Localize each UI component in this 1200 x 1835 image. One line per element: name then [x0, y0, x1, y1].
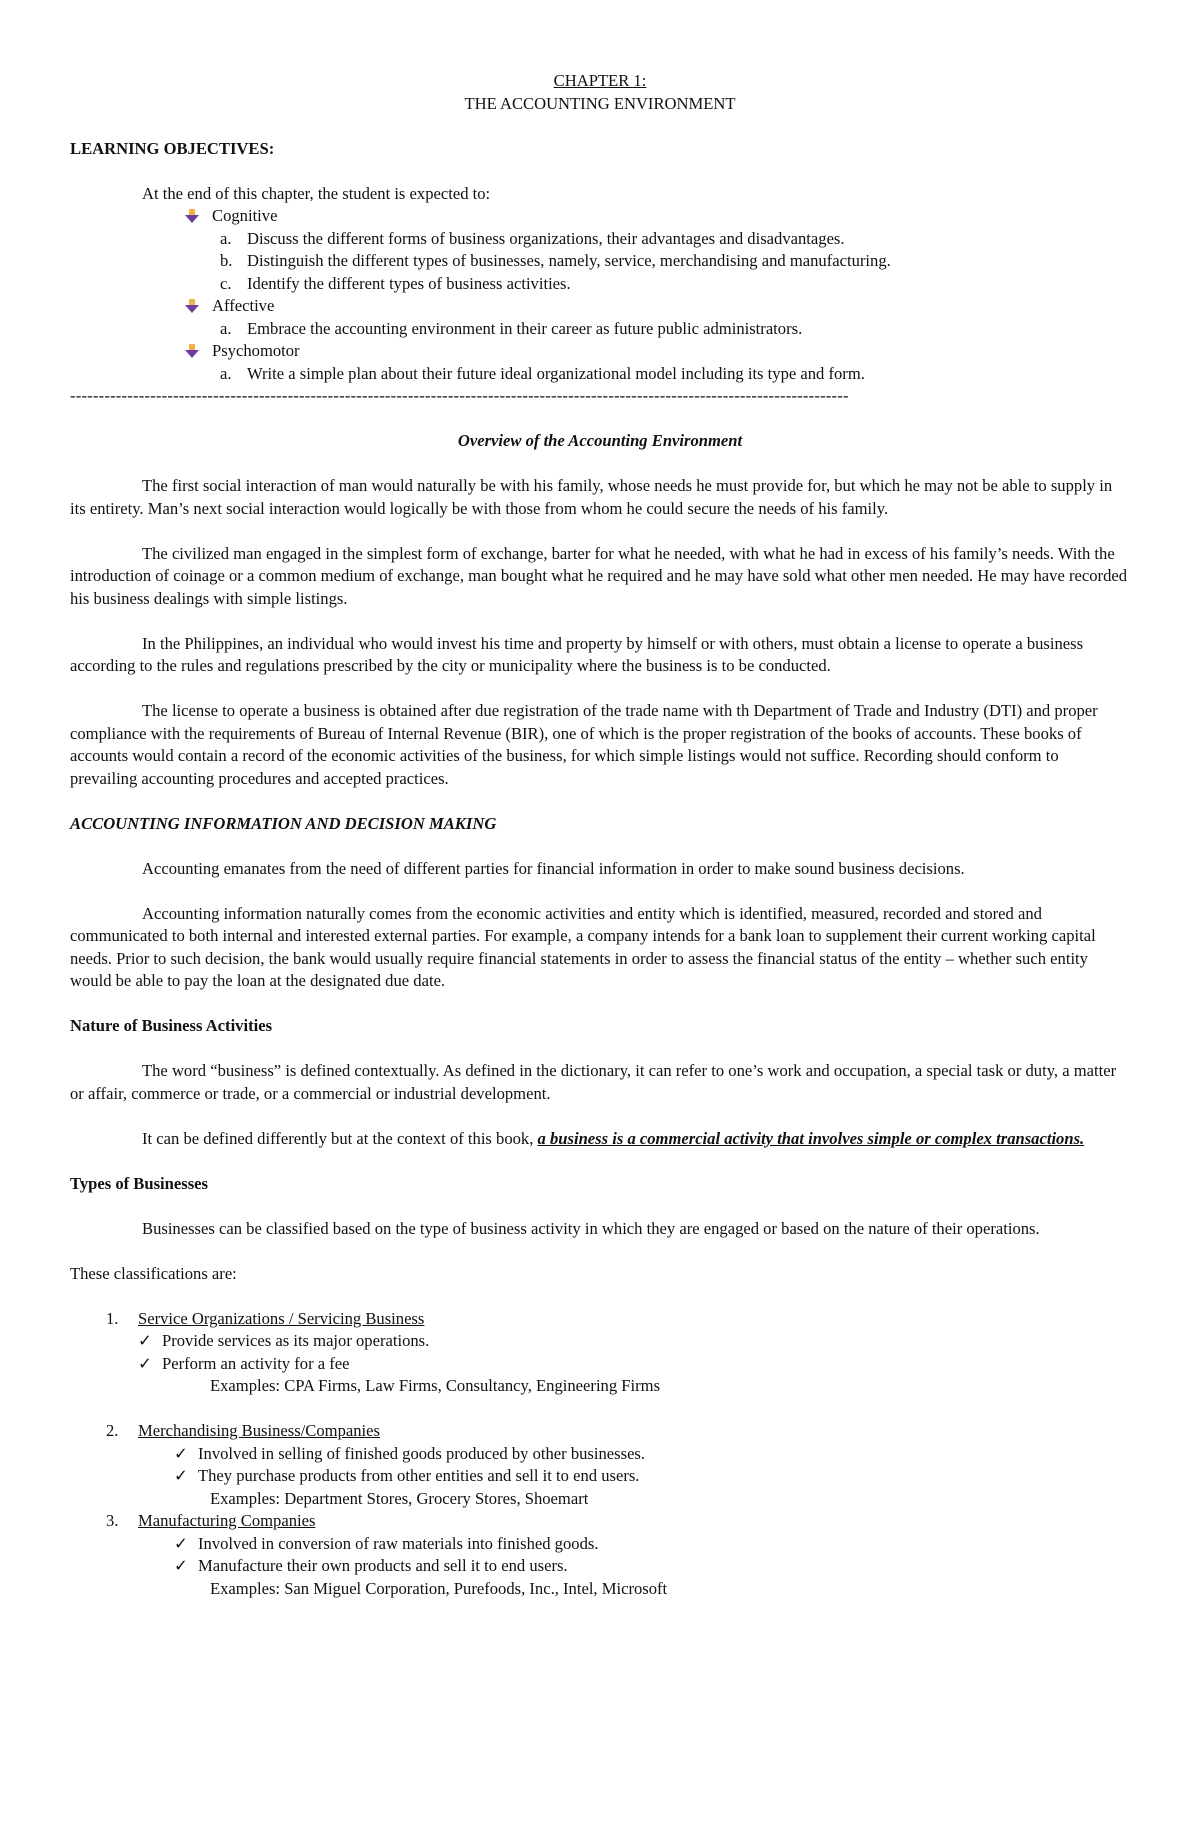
section-divider: ---------------------------------------------------------------------------------------------------------------------------------------- [70, 386, 849, 405]
overview-paragraph: The civilized man engaged in the simplest form of exchange, barter for what he needed, with what he had in excess of his family’s needs. With the introduction of coinage or a common medium of exchange, man bought what he required and he may have sold what other men needed. He may have recorded his business dealings with simple listings. [70, 543, 1128, 608]
business-definition: It can be defined differently but at the context of this book, a business is a commercial activity that involves simple or complex transactions. [142, 1128, 1085, 1148]
aidm-paragraph: Accounting information naturally comes from the economic activities and entity which is identified, measured, recorded and stored and communicated to both internal and interested external parties. For example, a company intends for a bank loan to supplement their current working capital needs. Prior to such decision, the bank would usually require financial statements in order to assess the financial status of the entity – whether such entity would be able to pay the loan at the designated due date. [70, 903, 1096, 990]
business-type-item: 1. Service Organizations / Servicing Business [70, 1308, 1130, 1331]
arrow-down-icon [184, 299, 200, 313]
types-lead: These classifications are: [70, 1263, 237, 1283]
check-icon: ✓ [138, 1331, 152, 1350]
chapter-title: THE ACCOUNTING ENVIRONMENT [464, 93, 736, 113]
business-type-point: ✓ Provide services as its major operations. [70, 1330, 1130, 1353]
nature-paragraph: The word “business” is defined contextually. As defined in the dictionary, it can refer to one’s work and occupation, a special task or duty, a matter or affair, commerce or trade, or a commercial or industrial development. [70, 1061, 1117, 1103]
aidm-heading: ACCOUNTING INFORMATION AND DECISION MAKING [70, 813, 497, 833]
overview-paragraph: The first social interaction of man would naturally be with his family, whose needs he must provide for, but which he may not be able to supply in its entirety. Man’s next social interaction would logically be with those from whom he could secure the needs of his family. [70, 476, 1113, 518]
business-type-item: 2. Merchandising Business/Companies [70, 1420, 1130, 1443]
check-icon: ✓ [174, 1556, 188, 1575]
types-heading: Types of Businesses [70, 1173, 208, 1193]
objective-group-cognitive [70, 205, 1130, 228]
business-type-examples: Examples: Department Stores, Grocery Stores, Shoemart [210, 1488, 589, 1508]
objective-group-psychomotor [70, 340, 1130, 363]
objective-group-label: Cognitive [212, 206, 278, 225]
business-definition-emphasis: a business is a commercial activity that involves simple or complex transactions. [537, 1128, 1085, 1148]
objective-item: a. Write a simple plan about their future ideal organizational model including its type and form. [220, 363, 865, 383]
objective-item: a. Embrace the accounting environment in their career as future public administrators. [220, 318, 803, 338]
objectives-intro: At the end of this chapter, the student is expected to: [142, 183, 491, 203]
objective-group-label: Psychomotor [212, 341, 300, 360]
business-type-item: 3. Manufacturing Companies [70, 1510, 1130, 1533]
arrow-down-icon [184, 344, 200, 358]
objective-item: a. Discuss the different forms of business organizations, their advantages and disadvantages. [220, 228, 845, 248]
business-type-examples: Examples: CPA Firms, Law Firms, Consultancy, Engineering Firms [210, 1376, 661, 1395]
overview-paragraph: The license to operate a business is obtained after due registration of the trade name with th Department of Trade and Industry (DTI) and proper compliance with the requirements of Bureau of Internal Revenue (BIR), one of which is the proper registration of the books of accounts. These books of accounts would contain a record of the economic activities of the business, for which simple listings would not suffice. Recording should conform to prevailing accounting procedures and accepted practices. [70, 701, 1098, 788]
business-type-point: ✓ Involved in selling of finished goods produced by other businesses. [70, 1443, 1130, 1466]
objective-group-affective [70, 295, 1130, 318]
business-type-examples: Examples: San Miguel Corporation, Purefoods, Inc., Intel, Microsoft [210, 1578, 668, 1598]
objectives-heading: LEARNING OBJECTIVES: [70, 138, 275, 158]
chapter-number: CHAPTER 1: [553, 71, 647, 90]
objective-group-label: Affective [212, 296, 275, 315]
business-type-point: ✓ Manufacture their own products and sell it to end users. [70, 1555, 1130, 1578]
business-type-point: ✓ Involved in conversion of raw materials into finished goods. [70, 1533, 1130, 1556]
objective-item: c. Identify the different types of business activities. [220, 273, 571, 293]
business-type-title: Merchandising Business/Companies [138, 1421, 380, 1440]
aidm-paragraph: Accounting emanates from the need of different parties for financial information in order to make sound business decisions. [142, 858, 965, 878]
business-type-point: ✓ Perform an activity for a fee [70, 1353, 1130, 1376]
check-icon: ✓ [174, 1466, 188, 1485]
overview-heading: Overview of the Accounting Environment [457, 431, 743, 450]
check-icon: ✓ [174, 1443, 188, 1463]
overview-paragraph: In the Philippines, an individual who would invest his time and property by himself or with others, must obtain a license to operate a business according to the rules and regulations prescribed by the city or municipality where the business is to be conducted. [70, 633, 1084, 675]
objective-item: b. Distinguish the different types of businesses, namely, service, merchandising and manufacturing. [220, 251, 891, 270]
nature-heading: Nature of Business Activities [70, 1016, 273, 1035]
business-type-point: ✓ They purchase products from other entities and sell it to end users. [70, 1465, 1130, 1488]
types-paragraph: Businesses can be classified based on the type of business activity in which they are engaged or based on the nature of their operations. [142, 1218, 1040, 1238]
business-type-title: Manufacturing Companies [138, 1511, 316, 1530]
document-page [70, 70, 1130, 1600]
business-type-title: Service Organizations / Servicing Business [138, 1308, 425, 1328]
arrow-down-icon [184, 209, 200, 223]
check-icon: ✓ [138, 1353, 152, 1373]
check-icon: ✓ [174, 1533, 188, 1553]
